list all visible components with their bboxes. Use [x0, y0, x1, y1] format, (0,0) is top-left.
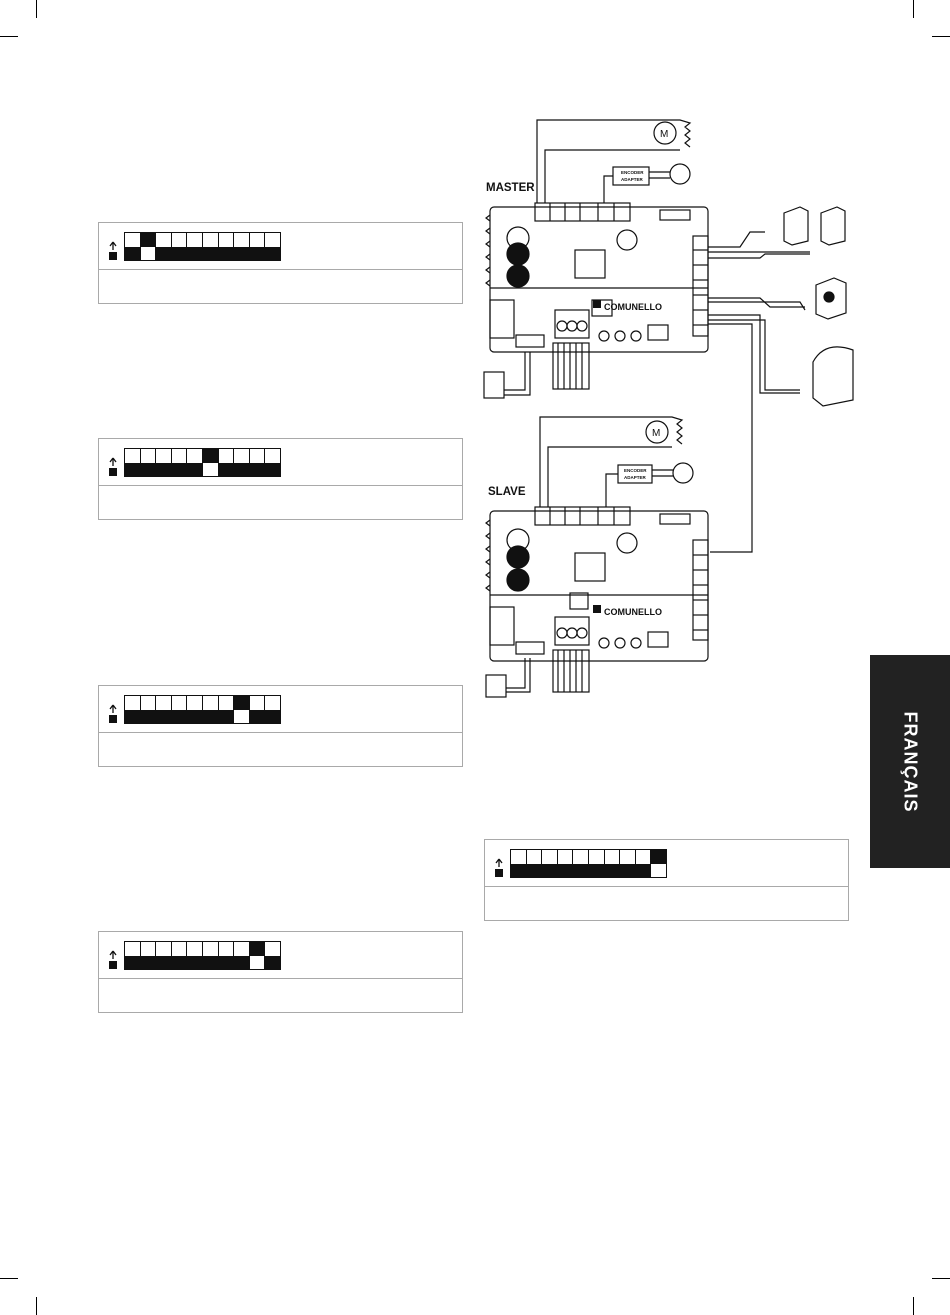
dip-switch-5 — [573, 850, 589, 877]
dip-switch-6 — [203, 233, 219, 260]
dip-switch-lever — [141, 233, 156, 247]
dip-switch-lever — [125, 710, 140, 724]
dip-switch-3 — [156, 696, 172, 723]
dip-switch-7 — [219, 449, 235, 476]
adapter-label-master: ADAPTER — [621, 177, 643, 182]
dip-switch-box-5 — [484, 839, 849, 921]
dip-switch-1 — [125, 942, 141, 969]
dip-description — [99, 270, 462, 303]
dip-switches — [124, 448, 281, 477]
arrow-up-icon — [108, 457, 118, 477]
dip-switch-2 — [527, 850, 543, 877]
dip-switch-lever — [219, 463, 234, 477]
dip-switch-lever — [172, 247, 187, 261]
dip-switch-2 — [141, 942, 157, 969]
dip-switch-lever — [234, 956, 249, 970]
dip-switch-lever — [141, 956, 156, 970]
motor-label-slave: M — [652, 428, 661, 439]
arrow-up-icon — [108, 950, 118, 970]
dip-switch-2 — [141, 696, 157, 723]
dip-switch-row — [99, 932, 462, 979]
master-label: MASTER — [486, 182, 535, 194]
crop-mark — [913, 1297, 914, 1315]
dip-switch-lever — [589, 864, 604, 878]
dip-switch-lever — [265, 710, 280, 724]
dip-switch-6 — [203, 696, 219, 723]
dip-switch-lever — [141, 710, 156, 724]
dip-switch-7 — [219, 696, 235, 723]
dip-switch-8 — [234, 696, 250, 723]
dip-switch-lever — [250, 942, 265, 956]
arrow-up-icon — [494, 858, 504, 878]
dip-switch-10 — [651, 850, 666, 877]
dip-switches — [124, 232, 281, 261]
dip-switch-4 — [558, 850, 574, 877]
dip-switch-box-2 — [98, 438, 463, 520]
dip-switch-lever — [156, 463, 171, 477]
dip-switches — [510, 849, 667, 878]
dip-switch-lever — [265, 247, 280, 261]
language-tab-label: FRANÇAIS — [900, 711, 921, 812]
dip-switch-row — [485, 840, 848, 887]
encoder-label-slave: ENCODER — [624, 468, 647, 473]
crop-mark — [0, 1278, 18, 1279]
dip-switches — [124, 941, 281, 970]
dip-switch-lever — [265, 463, 280, 477]
dip-switch-lever — [605, 864, 620, 878]
dip-switch-10 — [265, 233, 280, 260]
dip-switch-lever — [636, 864, 651, 878]
dip-switch-8 — [620, 850, 636, 877]
dip-switch-lever — [234, 247, 249, 261]
dip-switch-lever — [203, 956, 218, 970]
dip-switch-7 — [219, 942, 235, 969]
dip-switch-1 — [125, 696, 141, 723]
dip-switch-3 — [542, 850, 558, 877]
dip-switch-lever — [265, 956, 280, 970]
dip-switch-lever — [125, 463, 140, 477]
dip-switch-6 — [203, 449, 219, 476]
dip-switch-3 — [156, 449, 172, 476]
dip-switch-10 — [265, 449, 280, 476]
dip-switch-row — [99, 439, 462, 486]
dip-switch-2 — [141, 449, 157, 476]
dip-switches — [124, 695, 281, 724]
dip-switch-9 — [250, 696, 266, 723]
dip-switch-lever — [187, 247, 202, 261]
dip-switch-lever — [203, 710, 218, 724]
adapter-label-slave: ADAPTER — [624, 475, 646, 480]
dip-switch-lever — [542, 864, 557, 878]
dip-switch-row — [99, 686, 462, 733]
master-encoder — [604, 164, 690, 203]
dip-switch-8 — [234, 942, 250, 969]
dip-switch-1 — [125, 233, 141, 260]
crop-mark — [932, 36, 950, 37]
dip-switch-lever — [187, 710, 202, 724]
brand-label-master: COMUNELLO — [604, 302, 662, 312]
master-control-board — [486, 203, 708, 389]
key-selector-icon — [816, 278, 846, 319]
dip-switch-10 — [265, 942, 280, 969]
slave-label: SLAVE — [488, 486, 526, 498]
dip-switch-lever — [125, 956, 140, 970]
dip-switch-1 — [125, 449, 141, 476]
dip-description — [485, 887, 848, 920]
dip-switch-3 — [156, 233, 172, 260]
dip-switch-lever — [250, 463, 265, 477]
crop-mark — [36, 1297, 37, 1315]
dip-switch-box-4 — [98, 931, 463, 1013]
dip-switch-3 — [156, 942, 172, 969]
dip-switch-lever — [141, 463, 156, 477]
dip-switch-5 — [187, 942, 203, 969]
dip-switch-5 — [187, 233, 203, 260]
dip-switch-lever — [527, 864, 542, 878]
slave-control-board — [486, 507, 708, 692]
dip-switch-5 — [187, 696, 203, 723]
brand-label-slave: COMUNELLO — [604, 607, 662, 617]
arrow-up-icon — [108, 704, 118, 724]
dip-switch-lever — [250, 710, 265, 724]
dip-switch-7 — [219, 233, 235, 260]
dip-switch-lever — [156, 710, 171, 724]
dip-switch-6 — [203, 942, 219, 969]
dip-switch-7 — [605, 850, 621, 877]
dip-switch-box-3 — [98, 685, 463, 767]
dip-switch-lever — [156, 956, 171, 970]
encoder-label-master: ENCODER — [621, 170, 644, 175]
dip-switch-lever — [250, 247, 265, 261]
dip-switch-9 — [636, 850, 652, 877]
dip-switch-6 — [589, 850, 605, 877]
photocell-icon — [784, 207, 845, 245]
dip-switch-1 — [511, 850, 527, 877]
dip-switch-lever — [156, 247, 171, 261]
master-motor — [537, 120, 690, 203]
dip-switch-lever — [234, 696, 249, 710]
language-side-tab — [870, 655, 950, 868]
dip-switch-lever — [651, 850, 666, 864]
crop-mark — [0, 36, 18, 37]
dip-switch-lever — [203, 449, 218, 463]
dip-switch-8 — [234, 233, 250, 260]
dip-switch-10 — [265, 696, 280, 723]
dip-description — [99, 733, 462, 766]
dip-switch-8 — [234, 449, 250, 476]
dip-switch-lever — [573, 864, 588, 878]
dip-switch-lever — [203, 247, 218, 261]
dip-switch-lever — [172, 463, 187, 477]
crop-mark — [36, 0, 37, 18]
dip-switch-box-1 — [98, 222, 463, 304]
dip-switch-lever — [620, 864, 635, 878]
dip-switch-lever — [234, 463, 249, 477]
dip-switch-lever — [219, 956, 234, 970]
arrow-up-icon — [108, 241, 118, 261]
dip-switch-row — [99, 223, 462, 270]
crop-mark — [932, 1278, 950, 1279]
dip-switch-4 — [172, 449, 188, 476]
dip-switch-lever — [511, 864, 526, 878]
dip-switch-lever — [187, 463, 202, 477]
dip-switch-lever — [558, 864, 573, 878]
dip-switch-9 — [250, 942, 266, 969]
dip-switch-lever — [172, 956, 187, 970]
dip-switch-lever — [125, 247, 140, 261]
flashing-light-icon — [813, 347, 853, 406]
dip-switch-4 — [172, 233, 188, 260]
dip-switch-4 — [172, 696, 188, 723]
dip-switch-4 — [172, 942, 188, 969]
crop-mark — [913, 0, 914, 18]
dip-description — [99, 486, 462, 519]
slave-encoder — [606, 463, 693, 507]
dip-switch-lever — [187, 956, 202, 970]
dip-switch-2 — [141, 233, 157, 260]
dip-switch-lever — [219, 710, 234, 724]
dip-switch-lever — [219, 247, 234, 261]
dip-switch-9 — [250, 233, 266, 260]
motor-label-master: M — [660, 129, 669, 140]
dip-switch-9 — [250, 449, 266, 476]
dip-switch-lever — [172, 710, 187, 724]
slave-motor — [540, 417, 682, 507]
dip-description — [99, 979, 462, 1012]
dip-switch-5 — [187, 449, 203, 476]
